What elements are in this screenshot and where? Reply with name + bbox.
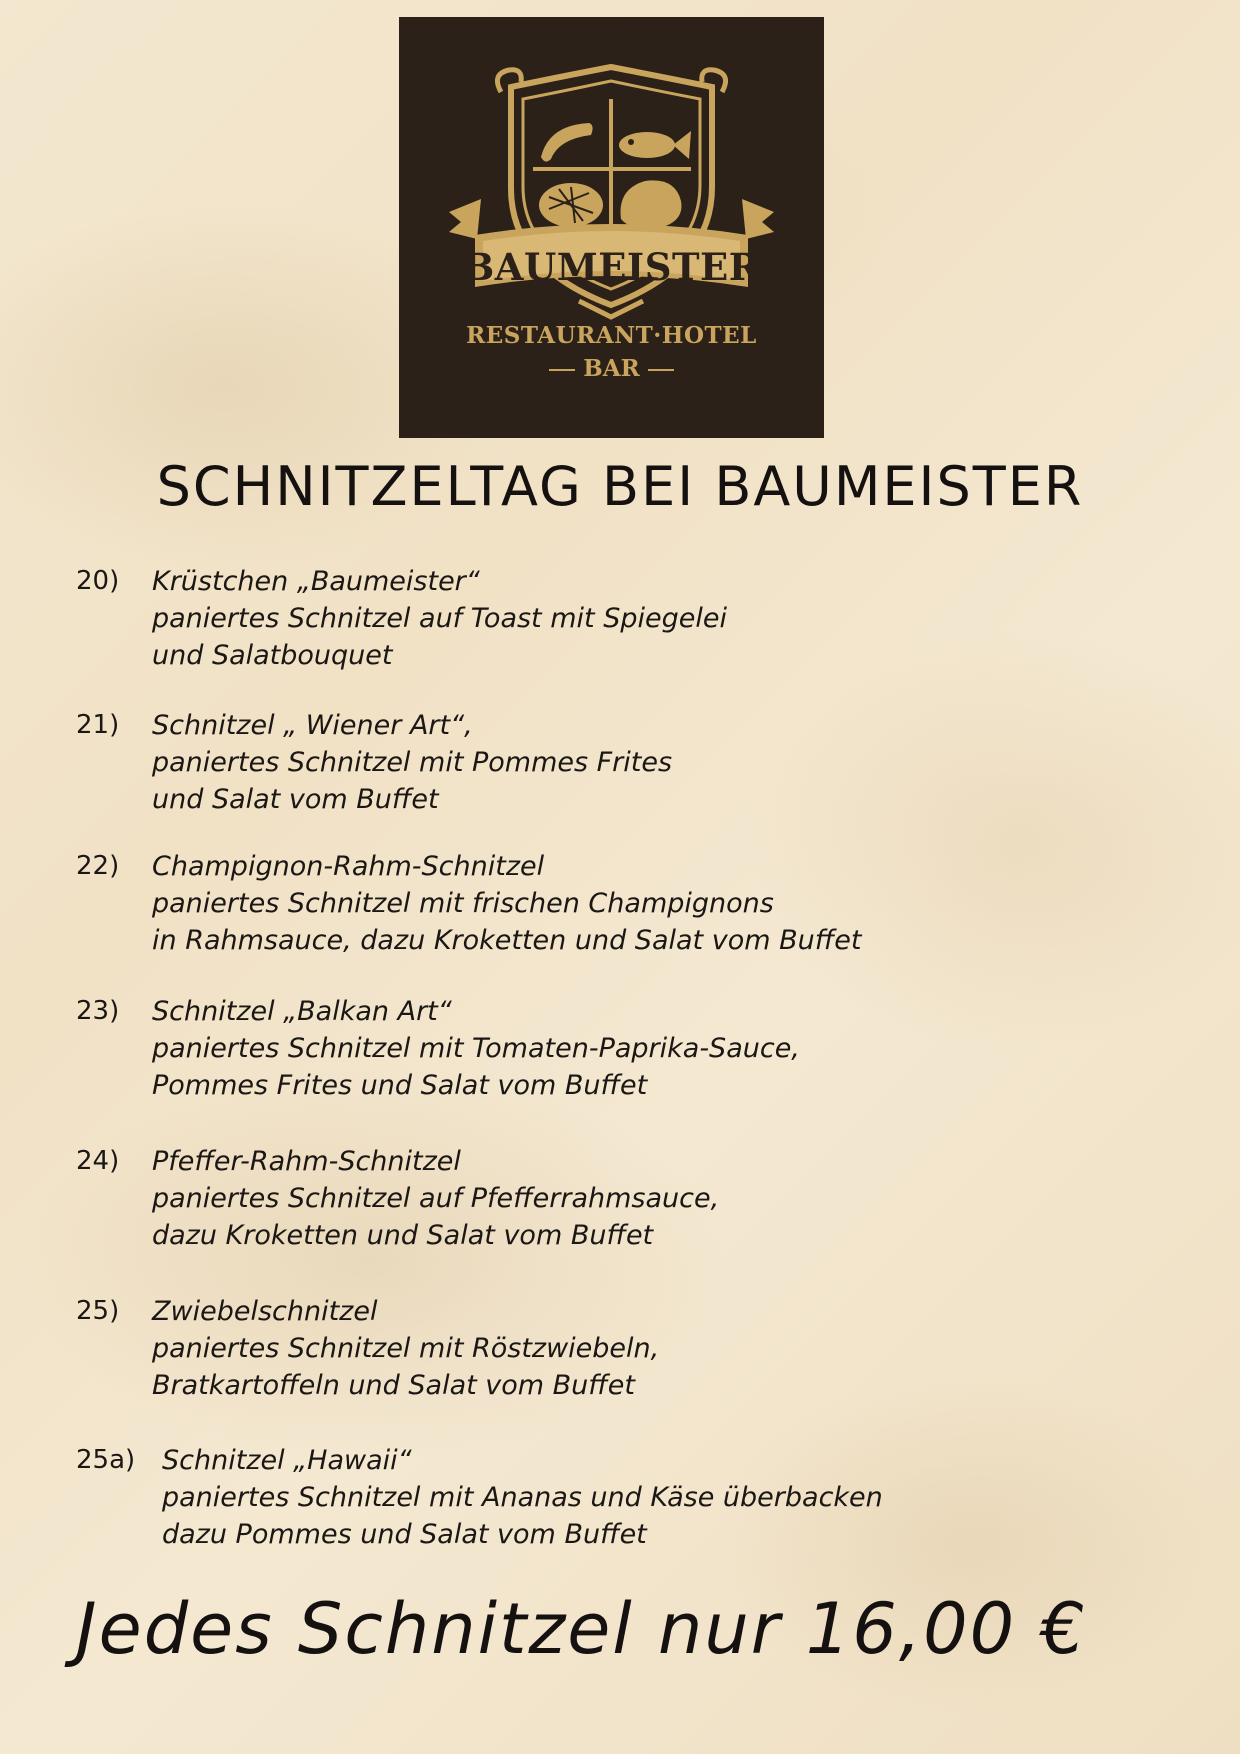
menu-item-desc: paniertes Schnitzel auf Pfefferrahmsauce,: [152, 1183, 720, 1214]
menu-item-number: 22): [76, 851, 120, 881]
menu-item-number: 23): [76, 996, 120, 1026]
menu-item-desc: paniertes Schnitzel mit Tomaten-Paprika-Sauce,: [152, 1033, 800, 1064]
restaurant-logo: [399, 17, 824, 438]
menu-item-number: 24): [76, 1146, 120, 1176]
price-line: Jedes Schnitzel nur 16,00 €: [76, 1588, 1087, 1670]
menu-item-number: 25a): [76, 1445, 136, 1475]
menu-item-desc: paniertes Schnitzel mit frischen Champignons: [152, 888, 774, 919]
menu-item-number: 25): [76, 1296, 120, 1326]
menu-item-desc: paniertes Schnitzel mit Röstzwiebeln,: [152, 1333, 660, 1364]
logo-bar-line: [399, 355, 824, 382]
menu-item-number: 21): [76, 710, 120, 740]
sausage-icon: [541, 123, 593, 162]
menu-item-number: 20): [76, 566, 120, 596]
fish-icon: [619, 131, 691, 159]
menu-item-desc: Bratkartoffeln und Salat vom Buffet: [152, 1370, 635, 1401]
menu-item-name: Schnitzel „Balkan Art“: [152, 996, 452, 1027]
menu-item-desc: dazu Pommes und Salat vom Buffet: [162, 1519, 647, 1550]
logo-dash-right: [648, 369, 674, 371]
menu-item-name: Schnitzel „Hawaii“: [162, 1445, 412, 1476]
logo-dash-left: [549, 369, 575, 371]
menu-item-desc: paniertes Schnitzel mit Ananas und Käse überbacken: [162, 1482, 883, 1513]
menu-item-name: Champignon-Rahm-Schnitzel: [152, 851, 545, 882]
logo-subtitle: RESTAURANT·HOTEL: [466, 322, 757, 349]
menu-item-name: Krüstchen „Baumeister“: [152, 566, 480, 597]
menu-item-name: Zwiebelschnitzel: [152, 1296, 378, 1327]
steak-icon: [539, 183, 603, 227]
logo-bar-label: BAR: [583, 355, 640, 382]
page-title: SCHNITZELTAG BEI BAUMEISTER: [156, 455, 1084, 518]
menu-item-desc: Pommes Frites und Salat vom Buffet: [152, 1070, 648, 1101]
menu-item-desc: in Rahmsauce, dazu Kroketten und Salat vom Buffet: [152, 925, 862, 956]
logo-brand-name: BAUMEISTER: [463, 245, 760, 289]
menu-item-desc: paniertes Schnitzel auf Toast mit Spiegelei: [152, 603, 727, 634]
menu-item-desc: paniertes Schnitzel mit Pommes Frites: [152, 747, 673, 778]
menu-item-desc: dazu Kroketten und Salat vom Buffet: [152, 1220, 654, 1251]
menu-item-desc: und Salat vom Buffet: [152, 784, 439, 815]
menu-item-name: Schnitzel „ Wiener Art“,: [152, 710, 473, 741]
menu-item-name: Pfeffer-Rahm-Schnitzel: [152, 1146, 461, 1177]
schnitzel-icon: [621, 180, 682, 229]
menu-item-desc: und Salatbouquet: [152, 640, 393, 671]
